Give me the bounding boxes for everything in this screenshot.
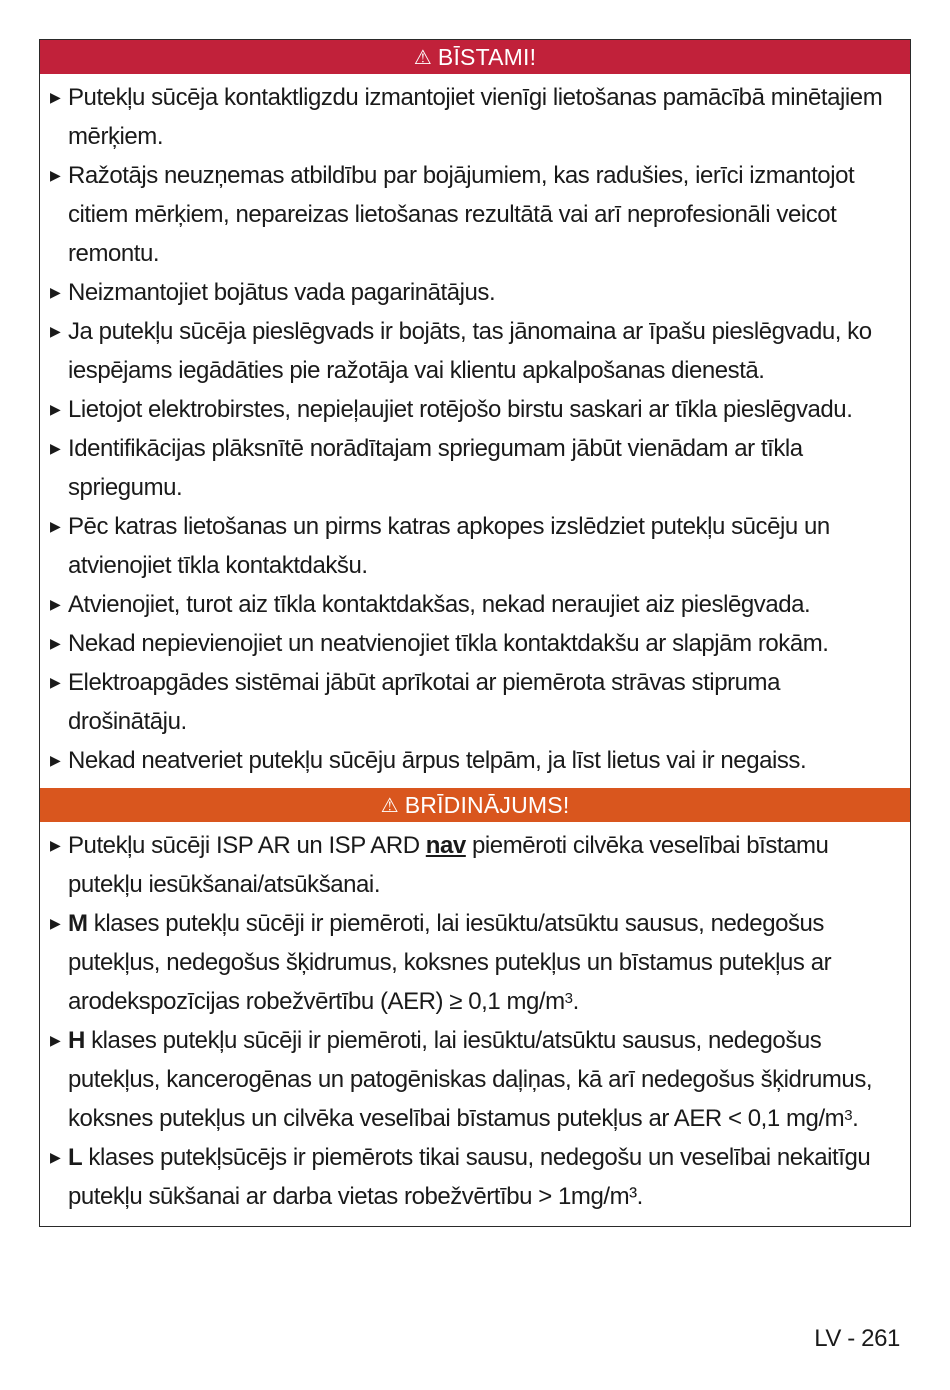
class-label-h: H [68, 1027, 85, 1054]
list-item: ▶ Ražotājs neuzņemas atbildību par bojājumiem, kas radušies, ierīci izmantojot citiem mērķiem, nepareizas lietošanas rezultātā vai arī neprofesionāli veicot remontu. [50, 156, 900, 273]
danger-list [40, 74, 910, 788]
list-item: ▶ M klases putekļu sūcēji ir piemēroti, lai iesūktu/atsūktu sausus, nedegošus putekļus, nedegošus šķidrumus, koksnes putekļus un bīstamus putekļus ar arodekspozīcijas robežvērtību (AER) ≥ 0,1 $mg/m^3$. [50, 904, 900, 1021]
bullet-icon: ▶ [50, 1032, 61, 1048]
bullet-icon: ▶ [50, 440, 61, 456]
danger-title: BĪSTAMI! [437, 44, 537, 70]
bullet-icon: ▶ [50, 167, 61, 183]
list-item: ▶ Nekad neatveriet putekļu sūcēju ārpus telpām, ja līst lietus vai ir negaiss. [50, 741, 900, 780]
list-item: ▶ Lietojot elektrobirstes, nepieļaujiet rotējošo birstu saskari ar tīkla pieslēgvadu. [50, 390, 900, 429]
bullet-icon: ▶ [50, 518, 61, 534]
safety-notice-box [39, 39, 911, 1227]
bullet-icon: ▶ [50, 837, 61, 853]
page-number: LV - 261 [814, 1325, 900, 1352]
bullet-icon: ▶ [50, 401, 61, 417]
list-item: ▶ Putekļu sūcēja kontaktligzdu izmantojiet vienīgi lietošanas pamācībā minētajiem mērķiem. [50, 78, 900, 156]
bullet-icon: ▶ [50, 323, 61, 339]
bullet-icon: ▶ [50, 752, 61, 768]
class-label-m: M [68, 910, 88, 937]
list-item: ▶ H klases putekļu sūcēji ir piemēroti, lai iesūktu/atsūktu sausus, nedegošus putekļus, kancerogēnas un patogēniskas daļiņas, kā arī nedegošus šķidrumus, koksnes putekļus un cilvēka veselībai bīstamus putekļus ar AER < 0,1 $mg/m^3$. [50, 1021, 900, 1138]
emphasis-nav: nav [425, 832, 466, 859]
bullet-icon: ▶ [50, 674, 61, 690]
bullet-icon: ▶ [50, 635, 61, 651]
list-item: ▶ Nekad nepievienojiet un neatvienojiet tīkla kontaktdakšu ar slapjām rokām. [50, 624, 900, 663]
warning-banner [40, 788, 910, 822]
warning-title: BRĪDINĀJUMS! [404, 792, 570, 818]
bullet-icon: ▶ [50, 596, 61, 612]
bullet-icon: ▶ [50, 89, 61, 105]
list-item: ▶ Pēc katras lietošanas un pirms katras apkopes izslēdziet putekļu sūcēju un atvienojiet tīkla kontaktdakšu. [50, 507, 900, 585]
list-item: ▶ Putekļu sūcēji ISP AR un ISP ARD nav piemēroti cilvēka veselībai bīstamu putekļu iesūkšanai/atsūkšanai. [50, 826, 900, 904]
list-item: ▶ Elektroapgādes sistēmai jābūt aprīkotai ar piemērota strāvas stipruma drošinātāju. [50, 663, 900, 741]
bullet-icon: ▶ [50, 1149, 61, 1165]
class-label-l: L [68, 1144, 83, 1171]
bullet-icon: ▶ [50, 284, 61, 300]
list-item: ▶ L klases putekļsūcējs ir piemērots tikai sausu, nedegošu un veselībai nekaitīgu putekļu sūkšanai ar darba vietas robežvērtību > 1mg/m³. [50, 1138, 900, 1216]
list-item: ▶ Neizmantojiet bojātus vada pagarinātājus. [50, 273, 900, 312]
warning-triangle-icon: ⚠ [380, 795, 399, 817]
warning-list [40, 822, 910, 1226]
warning-triangle-icon: ⚠ [413, 47, 432, 69]
bullet-icon: ▶ [50, 915, 61, 931]
list-item: ▶ Ja putekļu sūcēja pieslēgvads ir bojāts, tas jānomaina ar īpašu pieslēgvadu, ko iespējams iegādāties pie ražotāja vai klientu apkalpošanas dienestā. [50, 312, 900, 390]
danger-banner [40, 40, 910, 74]
list-item: ▶ Identifikācijas plāksnītē norādītajam spriegumam jābūt vienādam ar tīkla spriegumu. [50, 429, 900, 507]
list-item: ▶ Atvienojiet, turot aiz tīkla kontaktdakšas, nekad neraujiet aiz pieslēgvada. [50, 585, 900, 624]
